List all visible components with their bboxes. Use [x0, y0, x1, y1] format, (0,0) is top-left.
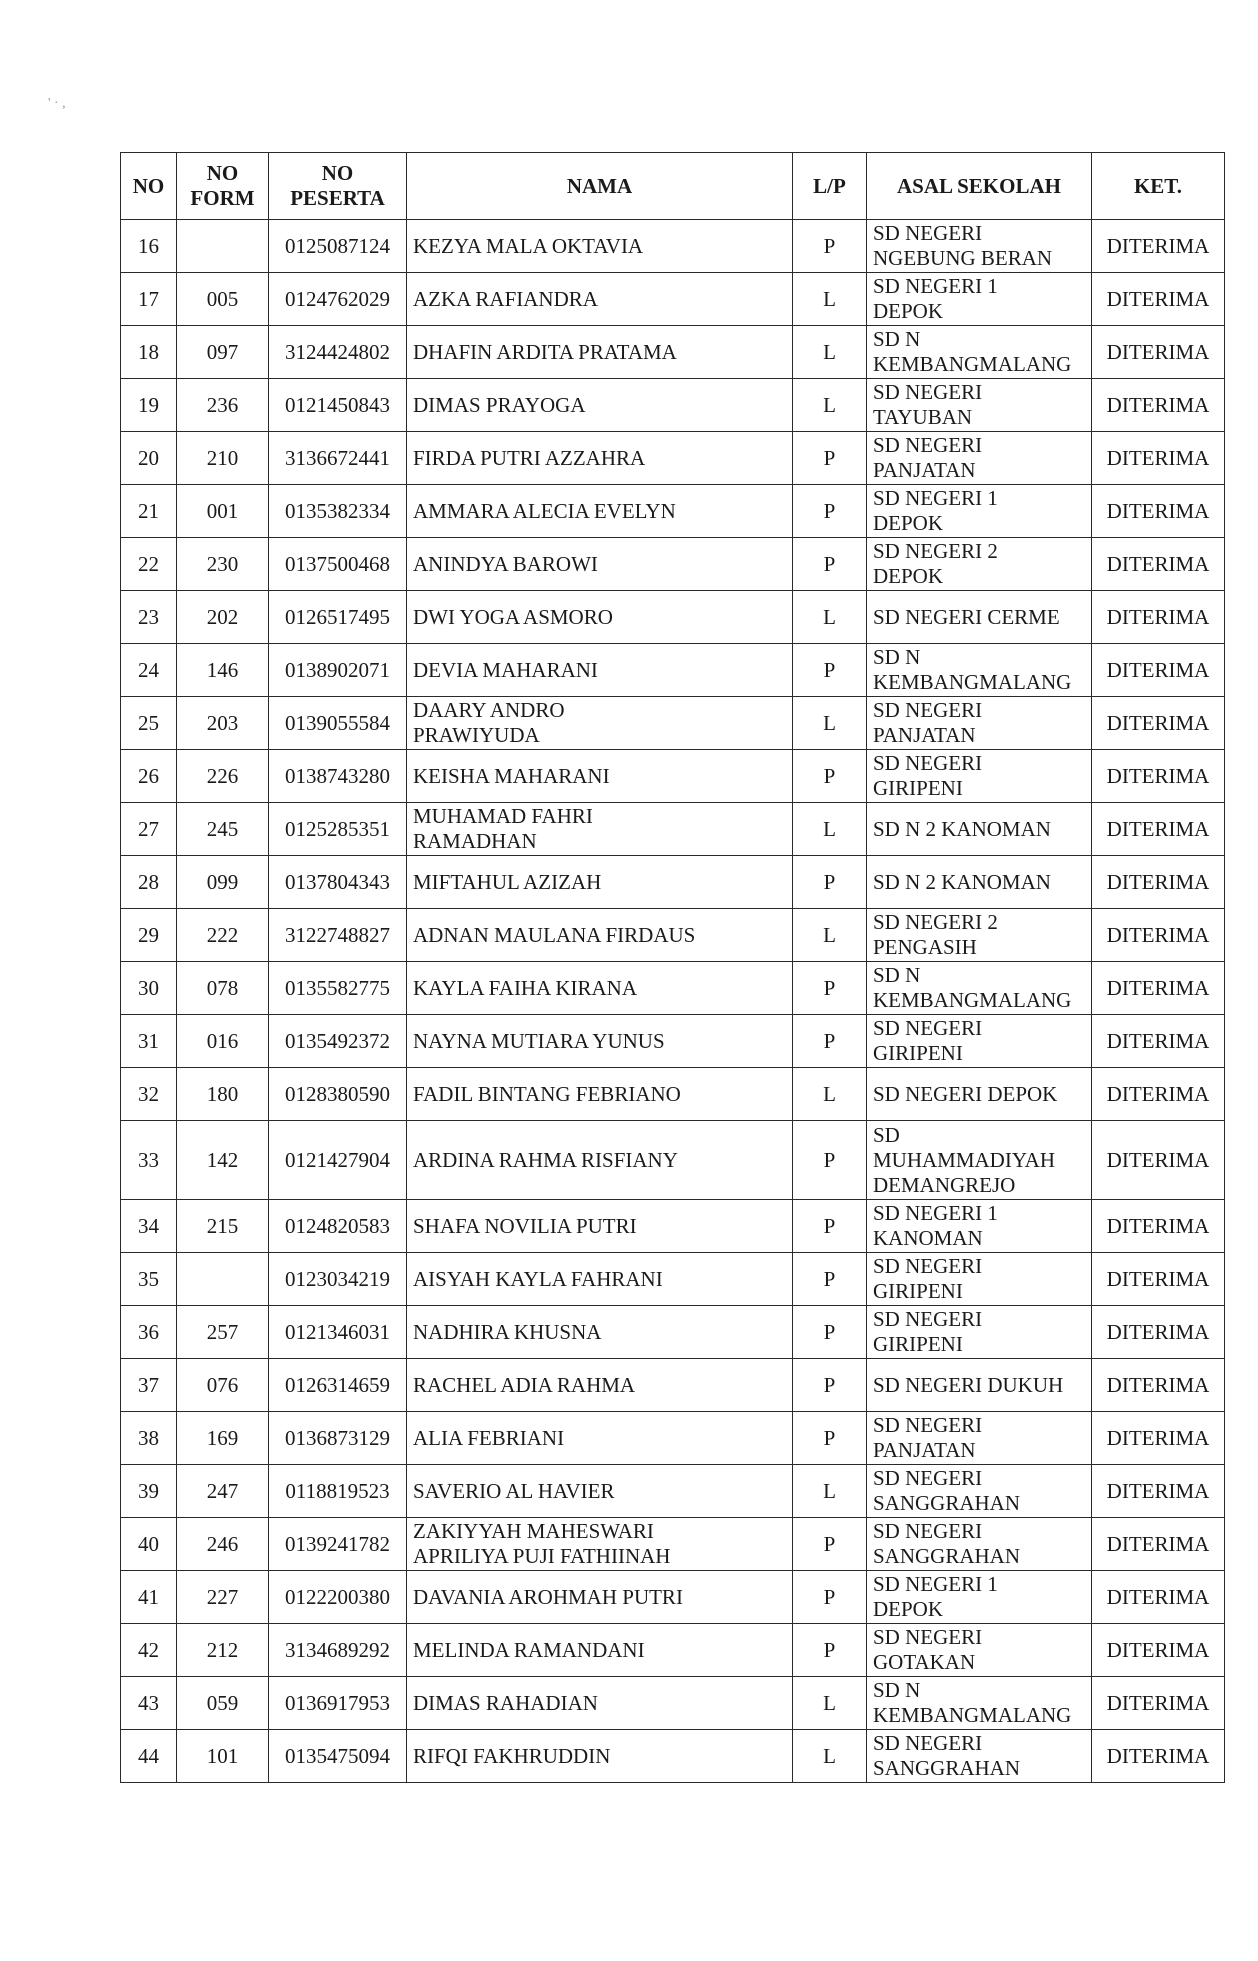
cell-ket: DITERIMA — [1092, 432, 1225, 485]
cell-ket: DITERIMA — [1092, 1121, 1225, 1200]
cell-nama: NADHIRA KHUSNA — [407, 1306, 793, 1359]
table-row — [121, 273, 1225, 326]
cell-lp: L — [793, 1068, 867, 1121]
table-row — [121, 538, 1225, 591]
cell-no-peserta: 0135382334 — [269, 485, 407, 538]
cell-asal-sekolah: SD NEGERI GOTAKAN — [867, 1624, 1092, 1677]
cell-no: 26 — [121, 750, 177, 803]
scan-speck: ' · , — [48, 96, 66, 111]
cell-no: 30 — [121, 962, 177, 1015]
cell-lp: L — [793, 273, 867, 326]
cell-no-form: 215 — [177, 1200, 269, 1253]
cell-asal-sekolah: SD NEGERI 2 PENGASIH — [867, 909, 1092, 962]
cell-nama: ZAKIYYAH MAHESWARI APRILIYA PUJI FATHIINAH — [407, 1518, 793, 1571]
cell-no-peserta: 3124424802 — [269, 326, 407, 379]
table-row — [121, 485, 1225, 538]
cell-no-peserta: 0136873129 — [269, 1412, 407, 1465]
cell-ket: DITERIMA — [1092, 856, 1225, 909]
cell-no: 40 — [121, 1518, 177, 1571]
cell-nama: FADIL BINTANG FEBRIANO — [407, 1068, 793, 1121]
cell-nama: MIFTAHUL AZIZAH — [407, 856, 793, 909]
cell-no-peserta: 0139055584 — [269, 697, 407, 750]
cell-asal-sekolah: SD N KEMBANGMALANG — [867, 326, 1092, 379]
table-row — [121, 1518, 1225, 1571]
cell-nama: KAYLA FAIHA KIRANA — [407, 962, 793, 1015]
cell-asal-sekolah: SD N 2 KANOMAN — [867, 803, 1092, 856]
header-ket: KET. — [1092, 153, 1225, 220]
cell-asal-sekolah: SD N KEMBANGMALANG — [867, 962, 1092, 1015]
cell-lp: P — [793, 644, 867, 697]
table-row — [121, 591, 1225, 644]
cell-no: 21 — [121, 485, 177, 538]
cell-asal-sekolah: SD NEGERI DEPOK — [867, 1068, 1092, 1121]
cell-no-form — [177, 220, 269, 273]
cell-asal-sekolah: SD NEGERI SANGGRAHAN — [867, 1518, 1092, 1571]
cell-no-peserta: 0124820583 — [269, 1200, 407, 1253]
cell-ket: DITERIMA — [1092, 1015, 1225, 1068]
cell-asal-sekolah: SD N 2 KANOMAN — [867, 856, 1092, 909]
cell-no-form: 210 — [177, 432, 269, 485]
cell-nama: ANINDYA BAROWI — [407, 538, 793, 591]
cell-no-peserta: 0137500468 — [269, 538, 407, 591]
cell-asal-sekolah: SD NEGERI GIRIPENI — [867, 1253, 1092, 1306]
cell-nama: DAARY ANDRO PRAWIYUDA — [407, 697, 793, 750]
cell-ket: DITERIMA — [1092, 1677, 1225, 1730]
cell-asal-sekolah: SD MUHAMMADIYAH DEMANGREJO — [867, 1121, 1092, 1200]
cell-ket: DITERIMA — [1092, 750, 1225, 803]
cell-ket: DITERIMA — [1092, 1465, 1225, 1518]
cell-no-form: 101 — [177, 1730, 269, 1783]
cell-nama: SAVERIO AL HAVIER — [407, 1465, 793, 1518]
cell-lp: L — [793, 697, 867, 750]
header-nama: NAMA — [407, 153, 793, 220]
cell-asal-sekolah: SD N KEMBANGMALANG — [867, 1677, 1092, 1730]
cell-no-form: 230 — [177, 538, 269, 591]
cell-nama: DIMAS PRAYOGA — [407, 379, 793, 432]
cell-asal-sekolah: SD NEGERI GIRIPENI — [867, 750, 1092, 803]
cell-ket: DITERIMA — [1092, 326, 1225, 379]
cell-lp: P — [793, 220, 867, 273]
cell-ket: DITERIMA — [1092, 1200, 1225, 1253]
cell-no-peserta: 0118819523 — [269, 1465, 407, 1518]
cell-ket: DITERIMA — [1092, 273, 1225, 326]
cell-no-form: 245 — [177, 803, 269, 856]
cell-no-form: 202 — [177, 591, 269, 644]
cell-no-form: 203 — [177, 697, 269, 750]
cell-no: 24 — [121, 644, 177, 697]
cell-nama: MELINDA RAMANDANI — [407, 1624, 793, 1677]
cell-no: 43 — [121, 1677, 177, 1730]
cell-asal-sekolah: SD NEGERI 1 DEPOK — [867, 485, 1092, 538]
header-no-form: NO FORM — [177, 153, 269, 220]
table-row — [121, 1253, 1225, 1306]
table-row — [121, 697, 1225, 750]
header-asal-sekolah: ASAL SEKOLAH — [867, 153, 1092, 220]
cell-no: 23 — [121, 591, 177, 644]
cell-asal-sekolah: SD NEGERI GIRIPENI — [867, 1306, 1092, 1359]
cell-nama: RACHEL ADIA RAHMA — [407, 1359, 793, 1412]
cell-no-peserta: 0135582775 — [269, 962, 407, 1015]
cell-no-peserta: 0135492372 — [269, 1015, 407, 1068]
table-row — [121, 1359, 1225, 1412]
cell-nama: AMMARA ALECIA EVELYN — [407, 485, 793, 538]
cell-nama: KEZYA MALA OKTAVIA — [407, 220, 793, 273]
cell-lp: P — [793, 1306, 867, 1359]
header-no: NO — [121, 153, 177, 220]
cell-no-peserta: 0121450843 — [269, 379, 407, 432]
table-row — [121, 220, 1225, 273]
cell-no: 44 — [121, 1730, 177, 1783]
cell-no-form: 180 — [177, 1068, 269, 1121]
cell-no: 42 — [121, 1624, 177, 1677]
cell-no-peserta: 0138743280 — [269, 750, 407, 803]
cell-no: 36 — [121, 1306, 177, 1359]
table-row — [121, 432, 1225, 485]
cell-no-form: 099 — [177, 856, 269, 909]
cell-asal-sekolah: SD NEGERI 1 DEPOK — [867, 273, 1092, 326]
table-row — [121, 909, 1225, 962]
cell-no-peserta: 0126314659 — [269, 1359, 407, 1412]
table-row — [121, 962, 1225, 1015]
cell-ket: DITERIMA — [1092, 803, 1225, 856]
cell-no: 17 — [121, 273, 177, 326]
cell-no-form: 001 — [177, 485, 269, 538]
cell-nama: NAYNA MUTIARA YUNUS — [407, 1015, 793, 1068]
cell-no: 35 — [121, 1253, 177, 1306]
cell-lp: P — [793, 1412, 867, 1465]
cell-no: 16 — [121, 220, 177, 273]
cell-ket: DITERIMA — [1092, 538, 1225, 591]
cell-asal-sekolah: SD NEGERI 1 DEPOK — [867, 1571, 1092, 1624]
table-row — [121, 379, 1225, 432]
cell-no-peserta: 3122748827 — [269, 909, 407, 962]
header-lp: L/P — [793, 153, 867, 220]
cell-ket: DITERIMA — [1092, 1518, 1225, 1571]
cell-ket: DITERIMA — [1092, 1571, 1225, 1624]
cell-no-peserta: 0121427904 — [269, 1121, 407, 1200]
cell-ket: DITERIMA — [1092, 379, 1225, 432]
cell-no: 38 — [121, 1412, 177, 1465]
cell-no-form: 227 — [177, 1571, 269, 1624]
cell-ket: DITERIMA — [1092, 1068, 1225, 1121]
cell-ket: DITERIMA — [1092, 1359, 1225, 1412]
cell-no-peserta: 0138902071 — [269, 644, 407, 697]
cell-no: 28 — [121, 856, 177, 909]
cell-ket: DITERIMA — [1092, 962, 1225, 1015]
cell-no-peserta: 3134689292 — [269, 1624, 407, 1677]
cell-nama: ALIA FEBRIANI — [407, 1412, 793, 1465]
table-row — [121, 644, 1225, 697]
cell-no-form: 078 — [177, 962, 269, 1015]
cell-lp: P — [793, 962, 867, 1015]
cell-nama: KEISHA MAHARANI — [407, 750, 793, 803]
cell-asal-sekolah: SD NEGERI CERME — [867, 591, 1092, 644]
header-no-peserta: NO PESERTA — [269, 153, 407, 220]
cell-nama: AZKA RAFIANDRA — [407, 273, 793, 326]
cell-no: 31 — [121, 1015, 177, 1068]
cell-no-form: 246 — [177, 1518, 269, 1571]
cell-no-peserta: 0124762029 — [269, 273, 407, 326]
table-row — [121, 1015, 1225, 1068]
cell-no: 22 — [121, 538, 177, 591]
cell-lp: L — [793, 591, 867, 644]
cell-no-peserta: 0123034219 — [269, 1253, 407, 1306]
table-row — [121, 1306, 1225, 1359]
header-row — [121, 153, 1225, 220]
cell-no: 41 — [121, 1571, 177, 1624]
cell-lp: L — [793, 1730, 867, 1783]
cell-no: 19 — [121, 379, 177, 432]
cell-lp: L — [793, 1465, 867, 1518]
cell-lp: P — [793, 750, 867, 803]
cell-no-peserta: 3136672441 — [269, 432, 407, 485]
cell-lp: P — [793, 1253, 867, 1306]
cell-no: 27 — [121, 803, 177, 856]
table-row — [121, 1571, 1225, 1624]
table-row — [121, 326, 1225, 379]
cell-no-peserta: 0136917953 — [269, 1677, 407, 1730]
cell-lp: P — [793, 538, 867, 591]
cell-nama: FIRDA PUTRI AZZAHRA — [407, 432, 793, 485]
table-body — [121, 220, 1225, 1783]
table-row — [121, 1624, 1225, 1677]
cell-nama: ADNAN MAULANA FIRDAUS — [407, 909, 793, 962]
cell-nama: SHAFA NOVILIA PUTRI — [407, 1200, 793, 1253]
cell-nama: AISYAH KAYLA FAHRANI — [407, 1253, 793, 1306]
table-row — [121, 1412, 1225, 1465]
cell-asal-sekolah: SD NEGERI 1 KANOMAN — [867, 1200, 1092, 1253]
cell-lp: P — [793, 1518, 867, 1571]
cell-asal-sekolah: SD NEGERI SANGGRAHAN — [867, 1465, 1092, 1518]
admission-table — [120, 152, 1225, 1783]
cell-ket: DITERIMA — [1092, 1624, 1225, 1677]
cell-nama: DEVIA MAHARANI — [407, 644, 793, 697]
cell-ket: DITERIMA — [1092, 697, 1225, 750]
cell-asal-sekolah: SD NEGERI TAYUBAN — [867, 379, 1092, 432]
cell-ket: DITERIMA — [1092, 1730, 1225, 1783]
cell-no-form: 247 — [177, 1465, 269, 1518]
cell-no-form: 212 — [177, 1624, 269, 1677]
cell-lp: P — [793, 485, 867, 538]
cell-no-peserta: 0128380590 — [269, 1068, 407, 1121]
cell-nama: MUHAMAD FAHRI RAMADHAN — [407, 803, 793, 856]
cell-no: 29 — [121, 909, 177, 962]
cell-lp: P — [793, 856, 867, 909]
cell-lp: P — [793, 1571, 867, 1624]
cell-no-peserta: 0125087124 — [269, 220, 407, 273]
cell-asal-sekolah: SD NEGERI PANJATAN — [867, 432, 1092, 485]
cell-no-peserta: 0122200380 — [269, 1571, 407, 1624]
cell-no: 39 — [121, 1465, 177, 1518]
cell-no-form: 005 — [177, 273, 269, 326]
cell-asal-sekolah: SD NEGERI GIRIPENI — [867, 1015, 1092, 1068]
cell-no-form: 236 — [177, 379, 269, 432]
cell-no: 18 — [121, 326, 177, 379]
cell-lp: P — [793, 1359, 867, 1412]
cell-asal-sekolah: SD NEGERI NGEBUNG BERAN — [867, 220, 1092, 273]
cell-ket: DITERIMA — [1092, 1412, 1225, 1465]
cell-lp: P — [793, 1015, 867, 1068]
cell-asal-sekolah: SD NEGERI PANJATAN — [867, 697, 1092, 750]
cell-ket: DITERIMA — [1092, 485, 1225, 538]
cell-nama: DIMAS RAHADIAN — [407, 1677, 793, 1730]
cell-lp: P — [793, 1121, 867, 1200]
cell-no: 37 — [121, 1359, 177, 1412]
cell-no-peserta: 0121346031 — [269, 1306, 407, 1359]
cell-nama: DAVANIA AROHMAH PUTRI — [407, 1571, 793, 1624]
cell-lp: L — [793, 803, 867, 856]
cell-nama: DWI YOGA ASMORO — [407, 591, 793, 644]
cell-ket: DITERIMA — [1092, 1253, 1225, 1306]
cell-lp: P — [793, 1624, 867, 1677]
table-row — [121, 1465, 1225, 1518]
table-row — [121, 1068, 1225, 1121]
table-row — [121, 1121, 1225, 1200]
cell-no: 20 — [121, 432, 177, 485]
cell-lp: L — [793, 909, 867, 962]
cell-lp: P — [793, 1200, 867, 1253]
cell-nama: RIFQI FAKHRUDDIN — [407, 1730, 793, 1783]
cell-no-peserta: 0125285351 — [269, 803, 407, 856]
cell-no-form: 076 — [177, 1359, 269, 1412]
table-row — [121, 856, 1225, 909]
cell-no-peserta: 0137804343 — [269, 856, 407, 909]
cell-lp: L — [793, 1677, 867, 1730]
cell-no: 33 — [121, 1121, 177, 1200]
table-row — [121, 1200, 1225, 1253]
cell-asal-sekolah: SD NEGERI PANJATAN — [867, 1412, 1092, 1465]
cell-no-peserta: 0135475094 — [269, 1730, 407, 1783]
cell-ket: DITERIMA — [1092, 591, 1225, 644]
cell-no: 32 — [121, 1068, 177, 1121]
cell-lp: L — [793, 326, 867, 379]
table-row — [121, 750, 1225, 803]
cell-lp: P — [793, 432, 867, 485]
cell-asal-sekolah: SD N KEMBANGMALANG — [867, 644, 1092, 697]
cell-ket: DITERIMA — [1092, 220, 1225, 273]
cell-nama: ARDINA RAHMA RISFIANY — [407, 1121, 793, 1200]
cell-no-form: 146 — [177, 644, 269, 697]
table-row — [121, 803, 1225, 856]
cell-no-peserta: 0139241782 — [269, 1518, 407, 1571]
cell-no: 25 — [121, 697, 177, 750]
cell-no-form: 226 — [177, 750, 269, 803]
table-row — [121, 1730, 1225, 1783]
cell-lp: L — [793, 379, 867, 432]
cell-no-form — [177, 1253, 269, 1306]
cell-no-peserta: 0126517495 — [269, 591, 407, 644]
cell-no-form: 016 — [177, 1015, 269, 1068]
cell-asal-sekolah: SD NEGERI 2 DEPOK — [867, 538, 1092, 591]
cell-no-form: 142 — [177, 1121, 269, 1200]
cell-no-form: 097 — [177, 326, 269, 379]
cell-no-form: 222 — [177, 909, 269, 962]
cell-asal-sekolah: SD NEGERI DUKUH — [867, 1359, 1092, 1412]
table-row — [121, 1677, 1225, 1730]
cell-no-form: 257 — [177, 1306, 269, 1359]
cell-no-form: 169 — [177, 1412, 269, 1465]
cell-ket: DITERIMA — [1092, 909, 1225, 962]
cell-no-form: 059 — [177, 1677, 269, 1730]
cell-ket: DITERIMA — [1092, 1306, 1225, 1359]
cell-nama: DHAFIN ARDITA PRATAMA — [407, 326, 793, 379]
cell-no: 34 — [121, 1200, 177, 1253]
cell-ket: DITERIMA — [1092, 644, 1225, 697]
cell-asal-sekolah: SD NEGERI SANGGRAHAN — [867, 1730, 1092, 1783]
